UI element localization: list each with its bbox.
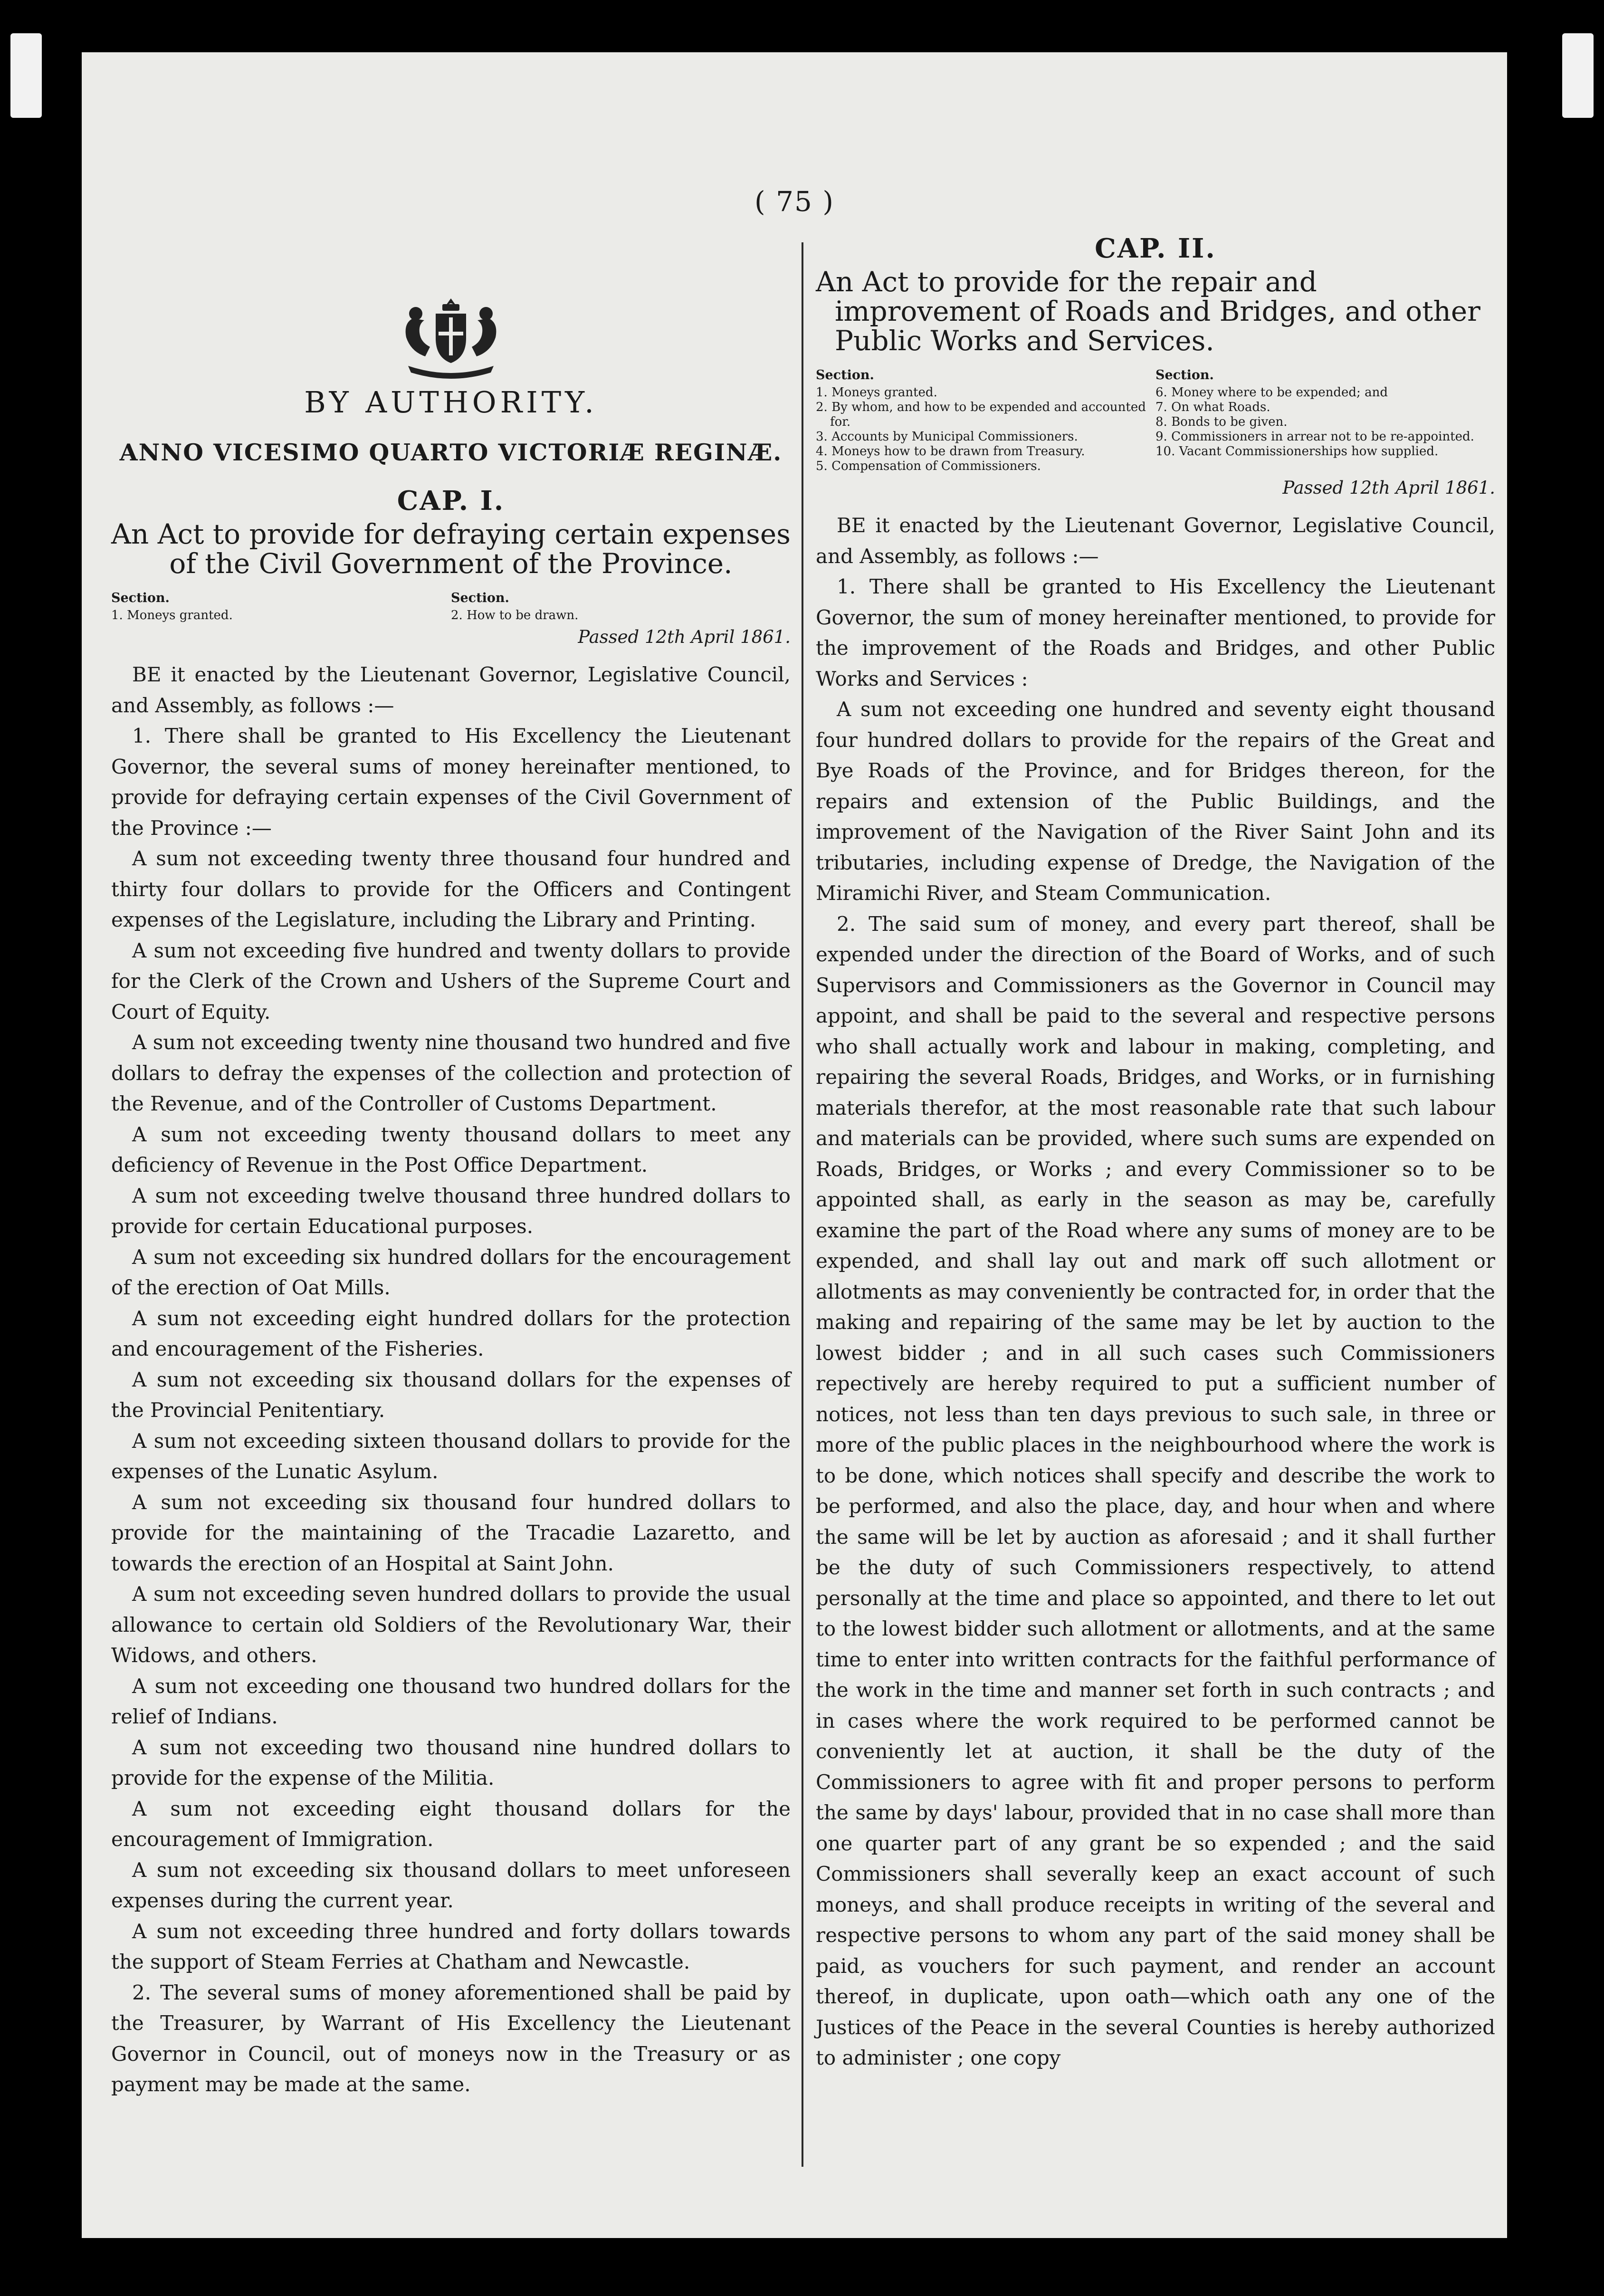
paragraph: A sum not exceeding six hundred dollars for the encouragement of the erection of Oat Mills.: [111, 1245, 791, 1299]
paragraph: 1. There shall be granted to His Excellency the Lieutenant Governor, the sum of money hereinafter mentioned, to provide for the improvement of the Roads and Bridges, and other Public Works and Services :: [816, 575, 1495, 690]
section-item: 3. Accounts by Municipal Commissioners.: [816, 430, 1078, 444]
section-item: 2. By whom, and how to be expended and accounted for.: [816, 400, 1146, 429]
paragraph: A sum not exceeding one thousand two hundred dollars for the relief of Indians.: [111, 1674, 791, 1728]
scan-edge-tab-right: [1562, 33, 1594, 118]
royal-crest-icon: [380, 295, 522, 380]
cap-1-passed-date: Passed 12th April 1861.: [578, 627, 791, 647]
section-heading: Section.: [111, 591, 170, 605]
cap-2-passed-date: Passed 12th April 1861.: [1282, 478, 1495, 498]
cap-2-label: CAP. II.: [1095, 233, 1216, 264]
paragraph: A sum not exceeding eight thousand dollars for the encouragement of Immigration.: [111, 1797, 791, 1851]
paragraph: A sum not exceeding eight hundred dollars for the protection and encouragement of the Fisheries.: [111, 1306, 791, 1360]
document-page: [82, 52, 1507, 2238]
paragraph: A sum not exceeding twelve thousand three hundred dollars to provide for certain Educational purposes.: [111, 1184, 791, 1238]
section-item: 5. Compensation of Commissioners.: [816, 459, 1041, 473]
cap-1-title: An Act to provide for defraying certain expenses of the Civil Government of the Province.: [111, 518, 791, 580]
paragraph: A sum not exceeding five hundred and twenty dollars to provide for the Clerk of the Crown and Ushers of the Supreme Court and Court of Equity.: [111, 938, 791, 1024]
paragraph: 1. There shall be granted to His Excellency the Lieutenant Governor, the several sums of money hereinafter mentioned, to provide for defraying certain expenses of the Civil Government of the Province :—: [111, 724, 791, 840]
paragraph: A sum not exceeding twenty nine thousand two hundred and five dollars to defray the expenses of the collection and protection of the Revenue, and of the Controller of Customs Department.: [111, 1031, 791, 1115]
paragraph: BE it enacted by the Lieutenant Governor, Legislative Council, and Assembly, as follows :—: [111, 663, 791, 717]
paragraph: A sum not exceeding two thousand nine hundred dollars to provide for the expense of the Militia.: [111, 1735, 791, 1789]
section-heading: Section.: [816, 368, 874, 383]
paragraph: A sum not exceeding six thousand four hundred dollars to provide for the maintaining of the Tracadie Lazaretto, and towards the erection of an Hospital at Saint John.: [111, 1490, 791, 1575]
section-heading: Section.: [451, 591, 509, 605]
cap-1-sections: [111, 591, 791, 623]
page-number: ( 75 ): [754, 185, 834, 218]
cap-1-label: CAP. I.: [397, 485, 505, 517]
paragraph: A sum not exceeding twenty three thousand four hundred and thirty four dollars to provide for the Officers and Contingent expenses of the Legislature, including the Library and Printing.: [111, 847, 791, 931]
paragraph: A sum not exceeding six thousand dollars for the expenses of the Provincial Penitentiary.: [111, 1368, 791, 1422]
paragraph: 2. The said sum of money, and every part thereof, shall be expended under the direction of the Board of Works, and of such Supervisors and Commissioners as the Governor in Council may appoint, and shall be paid to the several and respective persons who shall actually work and labour in making, completing, and repairing the several Roads, Bridges, and Works, or in furnishing materials therefor, at the most reasonable rate that such labour and materials can be provided, where such sums are expended on Roads, Bridges, or Works ; and every Commissioner so to be appointed shall, as early in the season as may be, carefully examine the part of the Road where any sums of money are to be expended, and shall lay out and mark off such allotment or allotments as may conveniently be contracted for, in order that the making and repairing of the same may be let by auction to the lowest bidder ; and in all such cases such Commissioners repectively are hereby required to put a sufficient number of notices, not less than ten days previous to such sale, in three or more of the public places in the neighbourhood where the work is to be done, which notices shall specify and describe the work to be performed, and also the place, day, and hour when and where the same will be let by auction as aforesaid ; and it shall further be the duty of such Commissioners respectively, to attend personally at the time and place so appointed, and there to let out to the lowest bidder such allotment or allotments, and at the same time to enter into written contracts for the faithful performance of the work in the time and manner set forth in such contracts ; and in cases where the work required to be performed cannot be conveniently let at auction, it shall be the duty of the Commissioners to agree with fit and proper persons to perform the same by days' labour, provided that in no case shall more than one quarter part of any grant be so expended ; and the said Commissioners shall severally keep an exact account of such moneys, and shall produce receipts in writing of the several and respective persons to whom any part of the said money shall be paid, as vouchers for such payment, and render an account thereof, in duplicate, upon oath—which oath any one of the Justices of the Peace in the several Counties is hereby authorized to administer ; one copy: [816, 912, 1495, 2069]
left-column: [111, 233, 791, 2100]
section-item: 9. Commissioners in arrear not to be re-appointed.: [1155, 430, 1474, 444]
section-item: 4. Moneys how to be drawn from Treasury.: [816, 444, 1085, 459]
right-column: [816, 233, 1495, 2074]
paragraph: A sum not exceeding six thousand dollars to meet unforeseen expenses during the current year.: [111, 1858, 791, 1912]
section-heading: Section.: [1155, 368, 1214, 383]
paragraph: A sum not exceeding three hundred and forty dollars towards the support of Steam Ferries at Chatham and Newcastle.: [111, 1919, 791, 1973]
by-authority-heading: BY AUTHORITY.: [304, 385, 598, 420]
scan-edge-tab-left: [10, 33, 42, 118]
paragraph: A sum not exceeding twenty thousand dollars to meet any deficiency of Revenue in the Post Office Department.: [111, 1122, 791, 1177]
paragraph: A sum not exceeding one hundred and seventy eight thousand four hundred dollars to provide for the repairs of the Great and Bye Roads of the Province, and for Bridges thereon, for the repairs and extension of the Public Buildings, and the improvement of the Navigation of the River Saint John and its tributaries, including expense of Dredge, the Navigation of the Miramichi River, and Steam Communication.: [816, 698, 1495, 905]
section-item: 2. How to be drawn.: [451, 608, 579, 622]
section-item: 7. On what Roads.: [1155, 400, 1270, 414]
section-item: 8. Bonds to be given.: [1155, 415, 1288, 429]
column-divider: [802, 242, 803, 2167]
paragraph: BE it enacted by the Lieutenant Governor, Legislative Council, and Assembly, as follows :—: [816, 514, 1495, 568]
cap-2-sections: [816, 368, 1495, 474]
section-item: 1. Moneys granted.: [816, 385, 937, 400]
section-item: 10. Vacant Commissionerships how supplied.: [1155, 444, 1439, 459]
cap-2-title: An Act to provide for the repair and improvement of Roads and Bridges, and other Public Works and Services.: [816, 266, 1480, 357]
section-item: 6. Money where to be expended; and: [1155, 385, 1388, 400]
paragraph: A sum not exceeding sixteen thousand dollars to provide for the expenses of the Lunatic Asylum.: [111, 1429, 791, 1483]
paragraph: 2. The several sums of money aforementioned shall be paid by the Treasurer, by Warrant of His Excellency the Lieutenant Governor in Council, out of moneys now in the Treasury or as payment may be made at the same.: [111, 1980, 791, 2096]
paragraph: A sum not exceeding seven hundred dollars to provide the usual allowance to certain old Soldiers of the Revolutionary War, their Widows, and others.: [111, 1582, 791, 1667]
section-item: 1. Moneys granted.: [111, 608, 233, 622]
regnal-year-heading: ANNO VICESIMO QUARTO VICTORIÆ REGINÆ.: [119, 439, 783, 466]
